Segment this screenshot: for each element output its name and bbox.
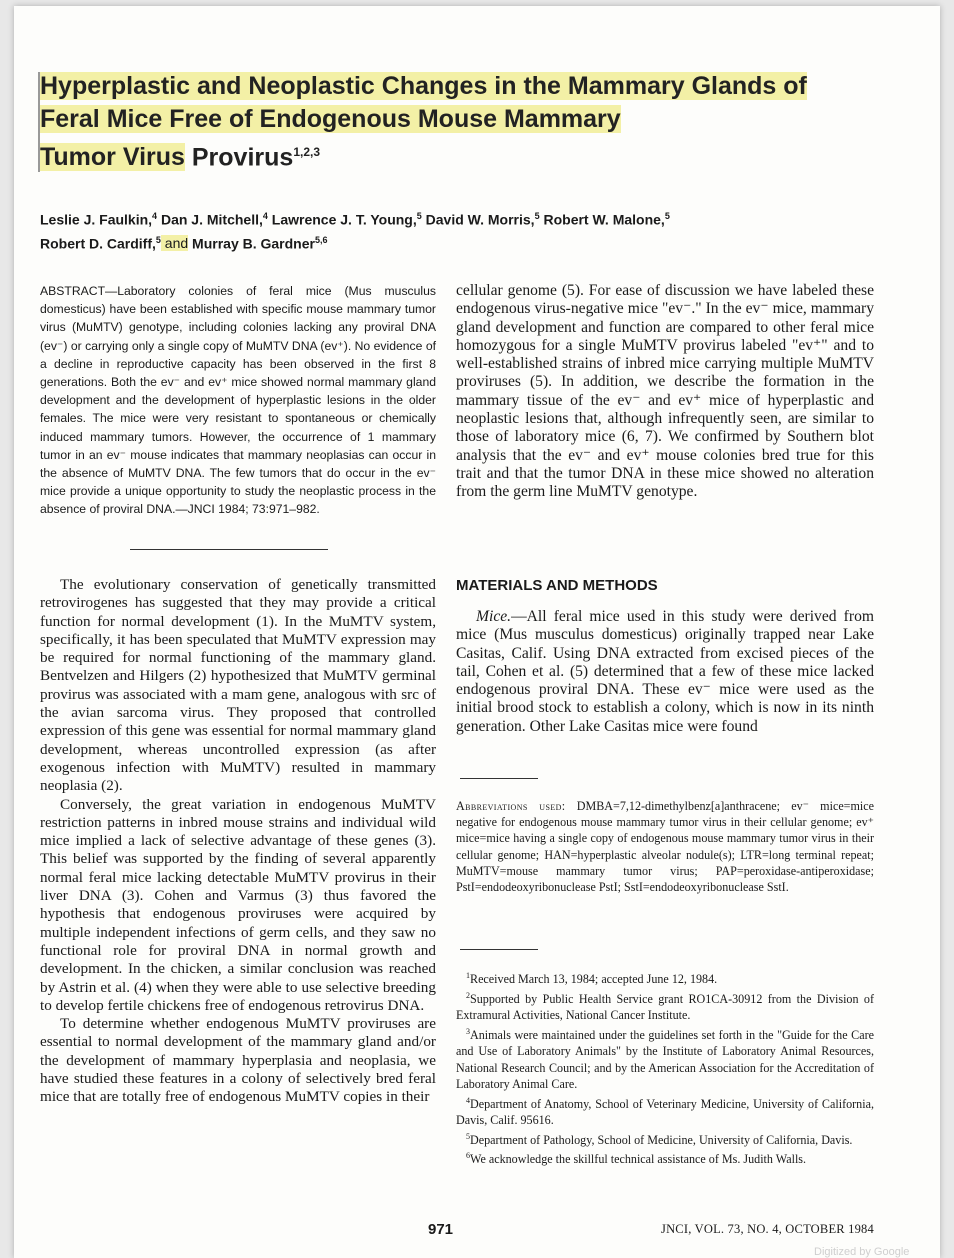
title-line-1: Hyperplastic and Neoplastic Changes in the Mammary Glands of [40, 72, 807, 100]
footnote [456, 1148, 874, 1168]
footnote-number: 4 [466, 1095, 470, 1105]
title-line-2: Feral Mice Free of Endogenous Mouse Mammary [40, 105, 621, 133]
right-column-top [456, 282, 874, 502]
author-3-ref: 5 [416, 211, 422, 221]
section-heading: MATERIALS AND METHODS [456, 577, 658, 594]
author-2-ref: 4 [262, 211, 268, 221]
digitized-watermark: Digitized by Google [814, 1246, 910, 1258]
author-list [40, 206, 920, 253]
author-6-ref: 5 [155, 234, 161, 245]
footnote-number: 6 [466, 1151, 470, 1161]
author-2: Dan J. Mitchell, [157, 211, 263, 228]
footnote [456, 1093, 874, 1129]
intro-paragraph-1: The evolutionary conservation of genetically transmitted retrovirogenes has suggested that they may provide a critical function for normal development (1). In the MuMTV system, specifically, it has been speculated that MuMTV expression may be required for normal functioning of the mammary gland. Bentvelzen and Hilgers (2) hypothesized that MuMTV germinal provirus was associated with a mam gene, analogous with src of the avian sarcoma virus. They proposed that controlled expression of this gene was essential for normal mammary gland development, whereas uncontrolled expression (as after exogenous infection with MuMTV) resulted in mammary neoplasia (2). [40, 576, 436, 795]
document-page [14, 6, 940, 1258]
footnote [456, 1129, 874, 1149]
abbreviations-label: Abbreviations used: [456, 799, 566, 813]
author-4-ref: 5 [534, 211, 540, 221]
abstract-divider [130, 549, 328, 550]
page-number: 971 [428, 1221, 454, 1238]
methods-runin: Mice. [476, 608, 512, 625]
author-7: Murray B. Gardner [188, 235, 315, 252]
footnote-number: 5 [466, 1131, 470, 1141]
abbreviations-text: DMBA=7,12-dimethylbenz[a]anthracene; ev⁻ mice=mice negative for endogenous mouse mammary tumor virus in their cellular genome; ev⁺ mice=mice having a single copy of endogenous mouse mammary tumor virus in their cellular genome; HAN=hyperplastic alveolar nodule(s); LTR=long terminal repeat; MuMTV=mouse mammary tumor virus; PAP=peroxidase-antiperoxidase; PstI=endodeoxyribonuclease PstI; SstI=endodeoxyribonuclease SstI. [456, 799, 875, 895]
footnote-text: Animals were maintained under the guidelines set forth in the "Guide for the Care and Use of Laboratory Animals" by the Institute of Laboratory Animal Resources, National Research Council; and by the American Association for the Accreditation of Laboratory Animal Care. [456, 1027, 874, 1092]
footnote-text: Received March 13, 1984; accepted June 12, 1984. [470, 972, 718, 987]
author-1: Leslie J. Faulkin, [40, 211, 153, 228]
right-paragraph: cellular genome (5). For ease of discussion we have labeled these endogenous virus-negative mice "ev⁻." In the ev⁻ mice, mammary gland development and function are compared to other feral mice homozygous for a single MuMTV provirus labeled "ev⁺" and to well-established strains of inbred mice carrying multiple MuMTV proviruses (5). In addition, we describe the formation in the mammary tissue of the ev⁻ and ev⁺ mice of hyperplastic and neoplastic lesions that, although infrequently seen, are similar to those of laboratory mice (6, 7). We confirmed by Southern blot analysis that the ev⁻ and ev⁺ mouse colonies bred true for this trait and that the tumor DNA in these mice showed no alteration from the germ line MuMTV genotype. [456, 282, 874, 501]
journal-info: JNCI, VOL. 73, NO. 4, OCTOBER 1984 [661, 1222, 874, 1236]
author-7-ref: 5,6 [314, 234, 328, 245]
introduction [40, 576, 436, 1107]
footnote [456, 968, 874, 988]
methods-paragraph [456, 608, 874, 736]
title-line-3a: Tumor Virus [40, 143, 185, 172]
author-3: Lawrence J. T. Young, [267, 211, 417, 228]
footnote-number: 2 [466, 990, 470, 1000]
footnote-text: Supported by Public Health Service grant RO1CA-30912 from the Division of Extramural Activities, National Cancer Institute. [456, 991, 874, 1023]
author-1-ref: 4 [152, 211, 158, 221]
author-6: Robert D. Cardiff, [40, 235, 156, 252]
title-line-3b: Provirus [184, 143, 294, 172]
footnote-number: 1 [466, 971, 470, 980]
methods-body: —All feral mice used in this study were derived from mice (Mus musculus domesticus) originally trapped near Lake Casitas, Calif. Using DNA extracted from excised pieces of the tail, Cohen et al. (5) determined that a few of these mice lacked endogenous proviral DNA. These ev⁻ mice were used as the initial brood stock to establish a colony, which is now in its ninth generation. Other Lake Casitas mice were found [456, 608, 874, 735]
author-and: and [160, 235, 189, 252]
footnote-text: Department of Pathology, School of Medicine, University of California, Davis. [470, 1132, 853, 1147]
footnote-text: We acknowledge the skillful technical assistance of Ms. Judith Walls. [470, 1152, 807, 1167]
footnote-divider-1 [460, 778, 538, 779]
author-5: Robert W. Malone, [539, 211, 665, 228]
article-title [40, 70, 880, 174]
author-5-ref: 5 [664, 211, 670, 221]
footnote-number: 3 [466, 1026, 470, 1036]
methods-text [456, 608, 874, 736]
abbreviations [456, 798, 874, 895]
author-4: David W. Morris, [421, 211, 535, 228]
footnote-divider-2 [460, 949, 538, 950]
intro-paragraph-3: To determine whether endogenous MuMTV proviruses are essential to normal development of the mammary gland and/or the development of mammary hyperplasia and neoplasia, we have studied these features in a colony of selectively bred feral mice that are totally free of endogenous MuMTV copies in their [40, 1015, 436, 1106]
footnote-text: Department of Anatomy, School of Veterinary Medicine, University of California, Davis, Calif. 95616. [456, 1096, 874, 1128]
intro-paragraph-2: Conversely, the great variation in endogenous MuMTV restriction patterns in inbred mouse strains and individual wild mice implied a lack of selective advantage of these genes (3). This belief was supported by the finding of several apparently normal feral mice lacking detectable MuMTV provirus in their liver DNA (3). Cohen and Varmus (3) thus favored the hypothesis that endogenous proviruses were acquired by multiple independent infections of germ cells, and they saw no functional role for proviral DNA in normal growth and development. In the chicken, a similar conclusion was reached by Astrin et al. (4) when they were able to use selective breeding to develop fertile chickens free of endogenous retrovirus DNA. [40, 795, 436, 1014]
abstract: ABSTRACT—Laboratory colonies of feral mice (Mus musculus domesticus) have been established with specific mouse mammary tumor virus (MuMTV) genotype, including colonies lacking any proviral DNA (ev⁻) or carrying only a single copy of MuMTV DNA (ev⁺). No evidence of a decline in reproductive capacity has been observed in the first 8 generations. Both the ev⁻ and ev⁺ mice showed normal mammary gland development and the development of hyperplastic lesions in the older females. The mice were very resistant to spontaneous or chemically induced mammary tumors. However, the occurrence of 1 mammary tumor in an ev⁻ mouse indicates that mammary neoplasias can occur in the absence of MuMTV DNA. The few tumors that do occur in the ev⁻ mice provide a unique opportunity to study the neoplastic process in the absence of proviral DNA.—JNCI 1984; 73:971–982. [40, 284, 436, 517]
footnotes [456, 968, 874, 1168]
title-footnote-refs: 1,2,3 [293, 145, 321, 159]
footnote [456, 1024, 874, 1093]
footnote [456, 988, 874, 1024]
